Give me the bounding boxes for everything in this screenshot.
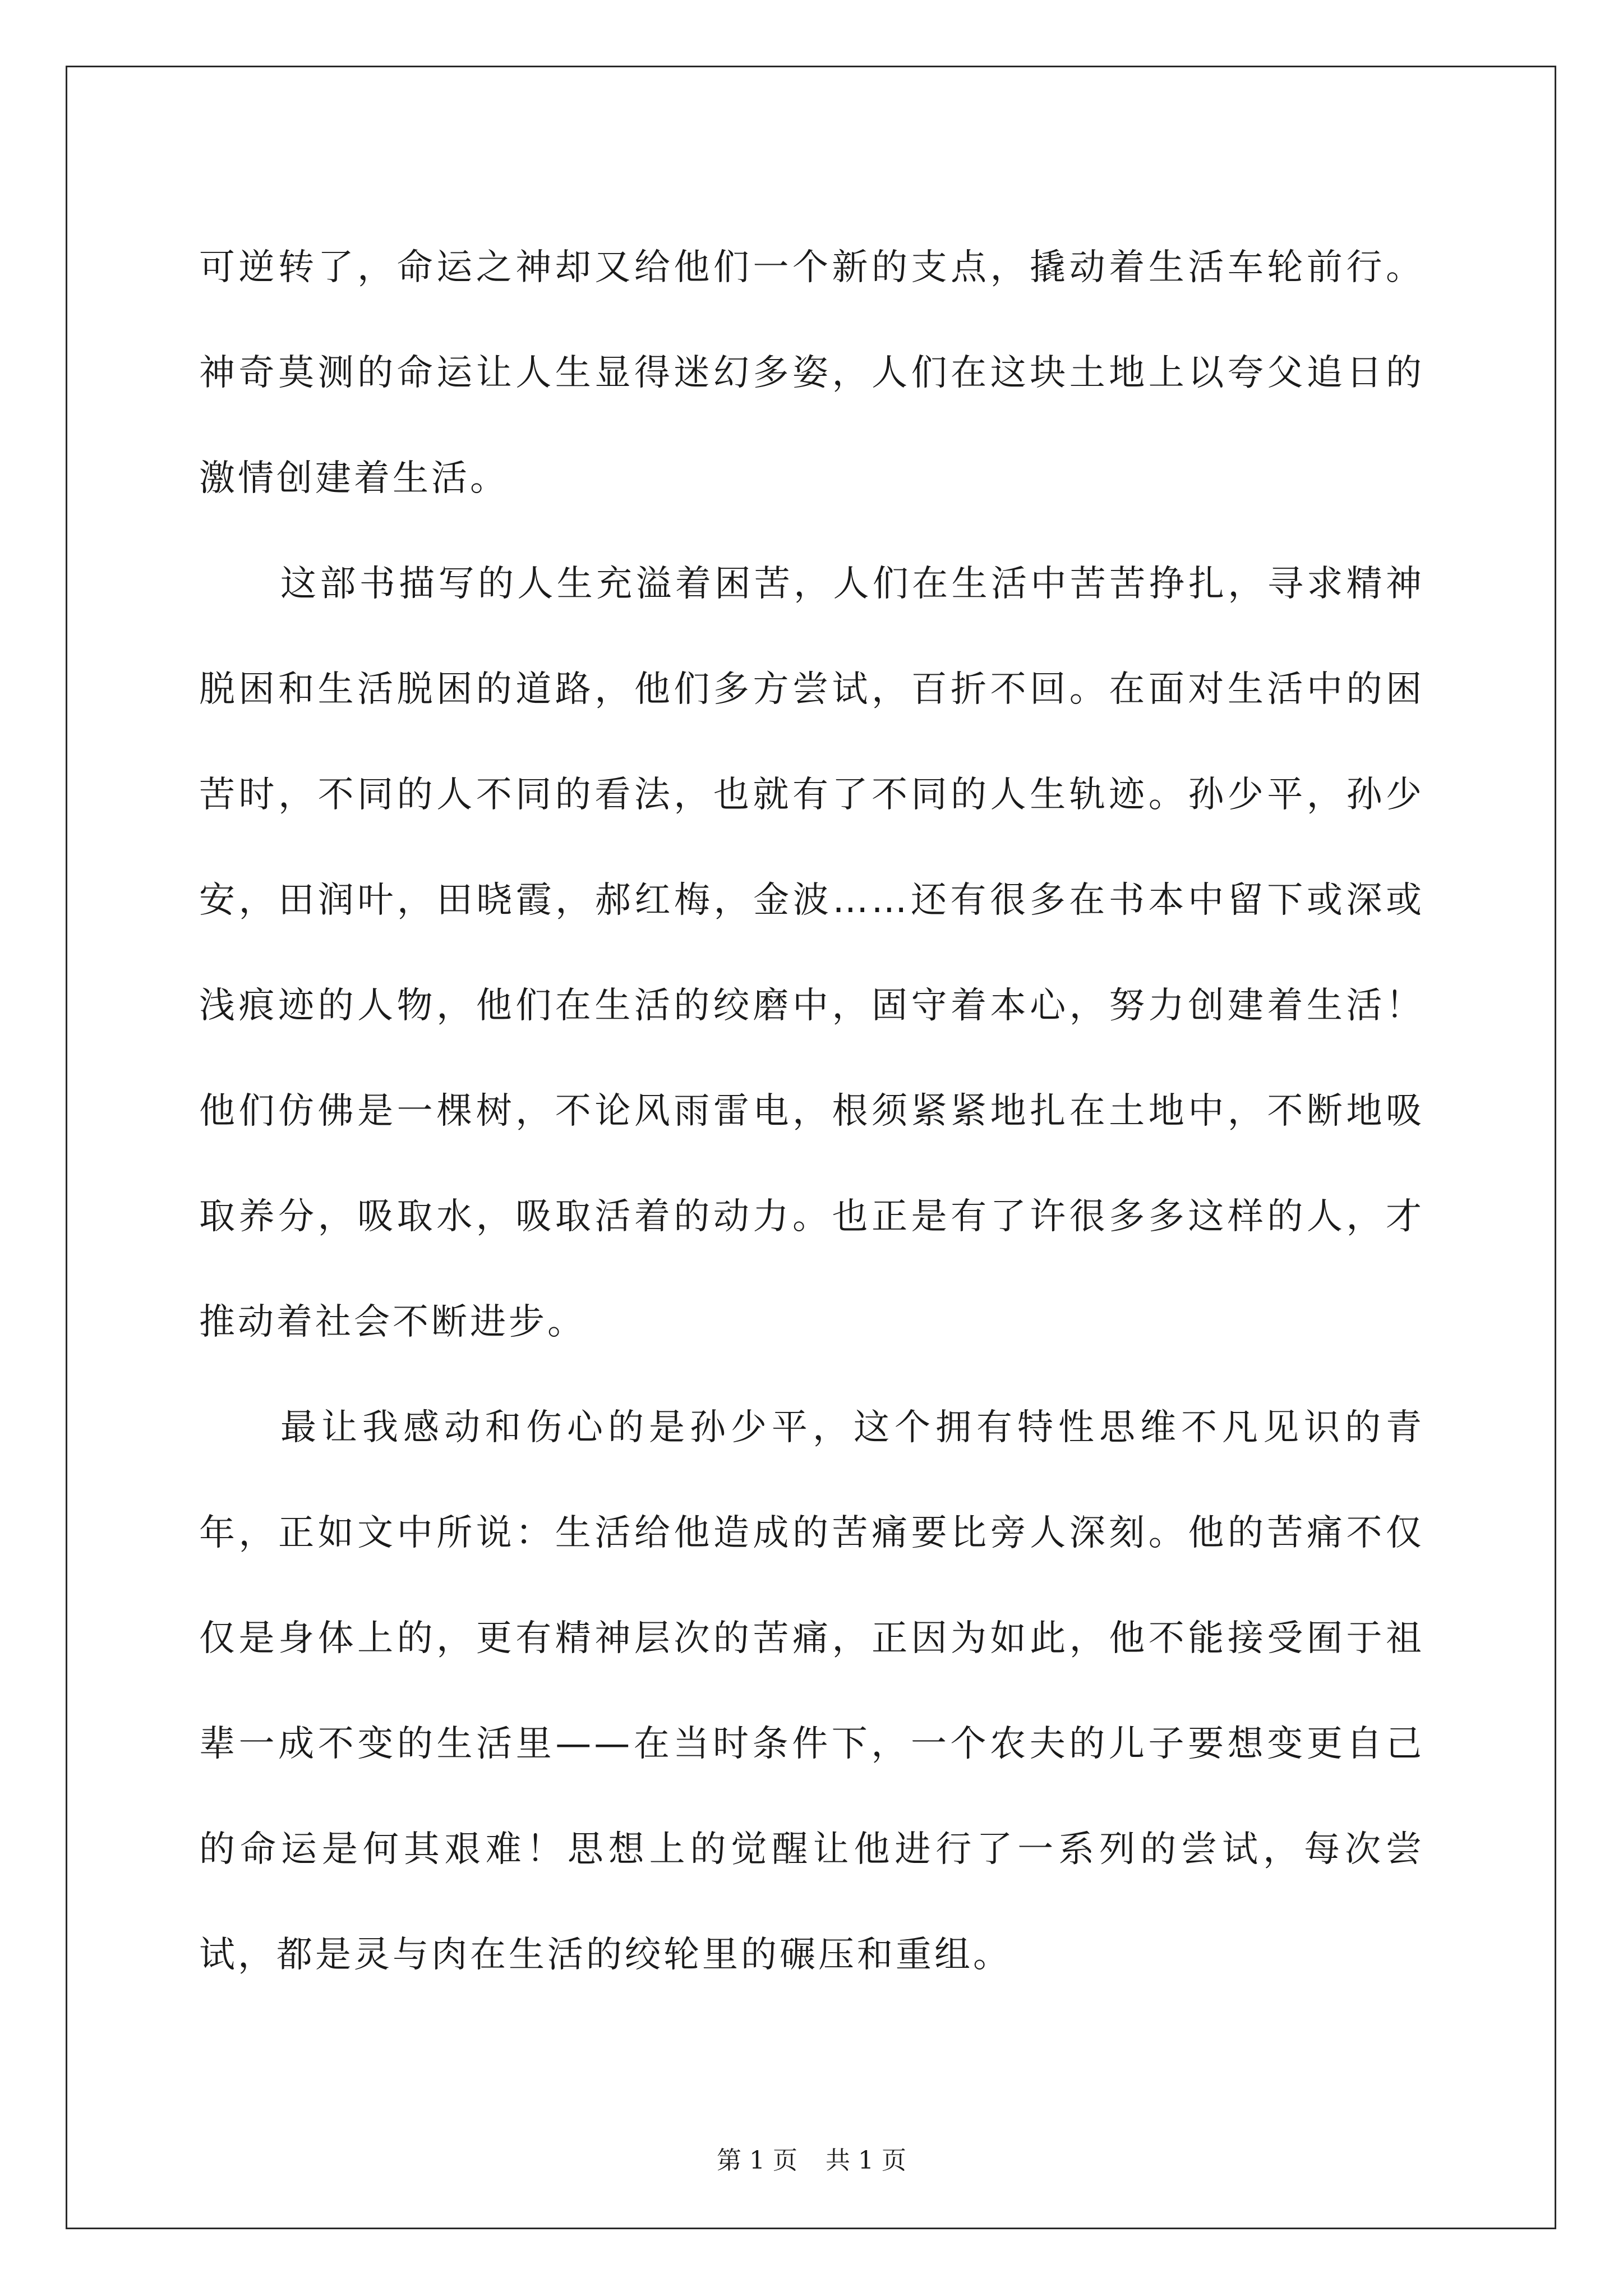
- page-footer: [0, 2140, 1623, 2176]
- page-total: 共 1 页: [826, 2146, 906, 2175]
- paragraph-continuation: 可逆转了，命运之神却又给他们一个新的支点，撬动着生活车轮前行。神奇莫测的命运让人生显得迷幻多姿，人们在这块土地上以夸父追日的激情创建着生活。: [199, 247, 1424, 499]
- paragraph: 这部书描写的人生充溢着困苦，人们在生活中苦苦挣扎，寻求精神脱困和生活脱困的道路，他们多方尝试，百折不回。在面对生活中的困苦时，不同的人不同的看法，也就有了不同的人生轨迹。孙少平，孙少安，田润叶，田晓霞，郝红梅，金波……还有很多在书本中留下或深或浅痕迹的人物，他们在生活的绞磨中，固守着本心，努力创建着生活！他们仿佛是一棵树，不论风雨雷电，根须紧紧地扎在土地中，不断地吸取养分，吸取水，吸取活着的动力。也正是有了许很多多这样的人，才推动着社会不断进步。: [199, 563, 1424, 1343]
- page-number: 第 1 页: [717, 2146, 797, 2175]
- paragraph: 最让我感动和伤心的是孙少平，这个拥有特性思维不凡见识的青年，正如文中所说：生活给他造成的苦痛要比旁人深刻。他的苦痛不仅仅是身体上的，更有精神层次的苦痛，正因为如此，他不能接受囿于祖辈一成不变的生活里——在当时条件下，一个农夫的儿子要想变更自己的命运是何其艰难！思想上的觉醒让他进行了一系列的尝试，每次尝试，都是灵与肉在生活的绞轮里的碾压和重组。: [199, 1407, 1424, 1976]
- document-body: [199, 215, 1424, 2008]
